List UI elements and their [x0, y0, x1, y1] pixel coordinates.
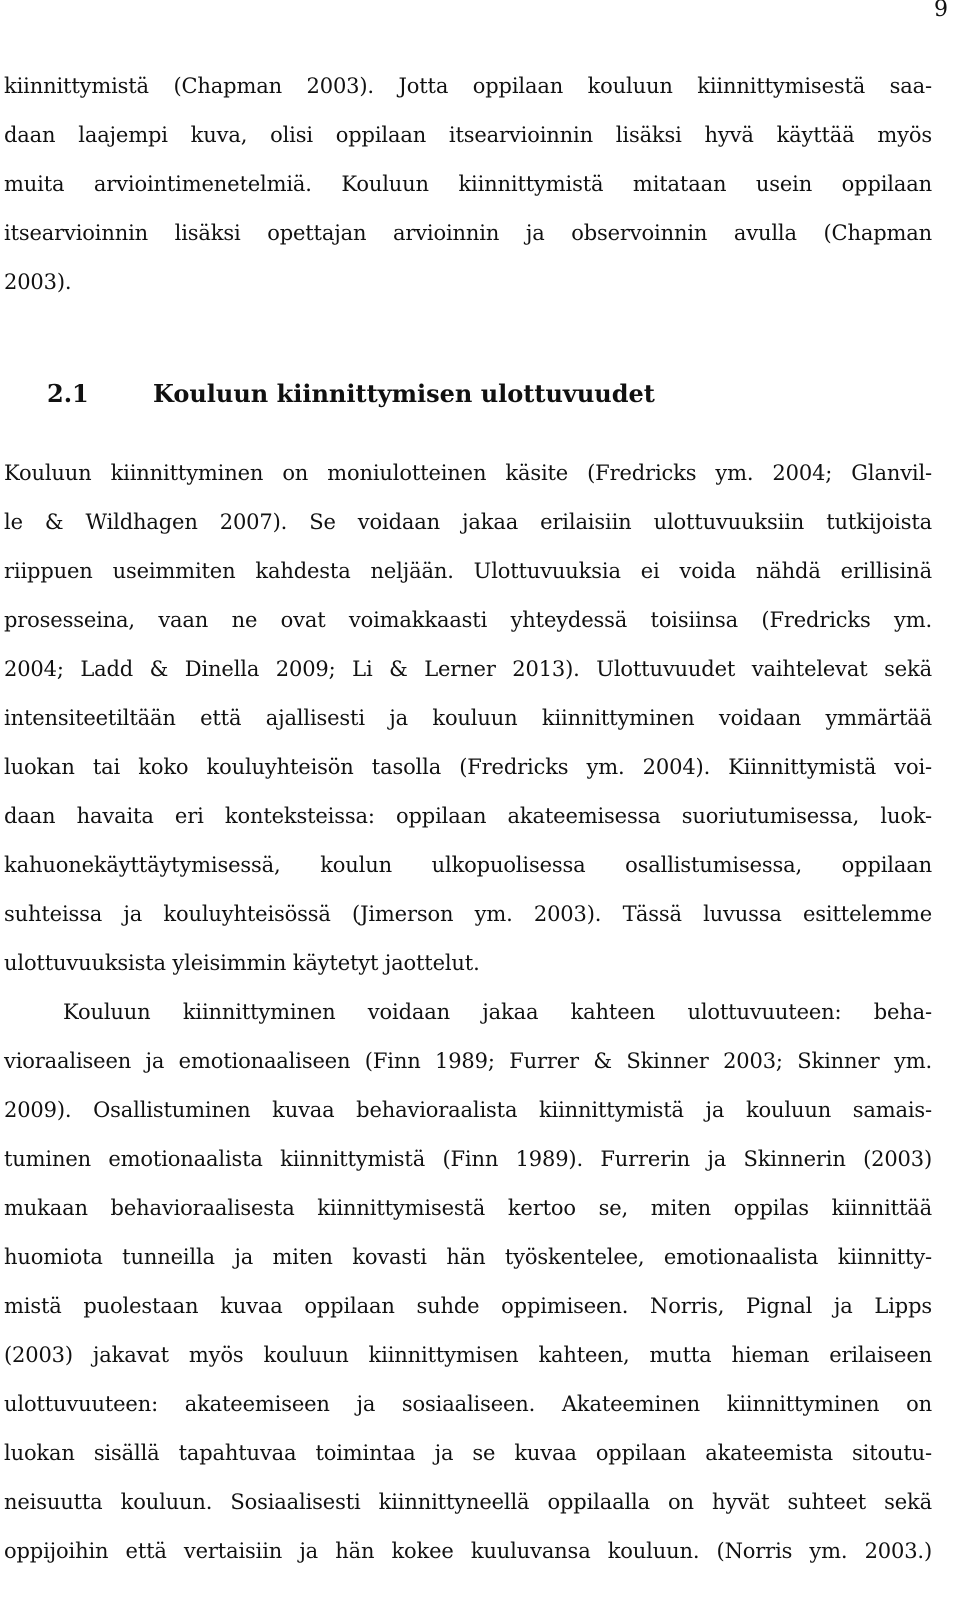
text-line: neisuutta kouluun. Sosiaalisesti kiinnittyneellä oppilaalla on hyvät suhteet sekä — [4, 1490, 932, 1514]
text-line: luokan sisällä tapahtuvaa toimintaa ja se kuvaa oppilaan akateemista sitoutu- — [4, 1441, 932, 1465]
section-heading — [47, 376, 655, 412]
text-line: mukaan behavioraalisesta kiinnittymisestä kertoo se, miten oppilas kiinnittää — [4, 1196, 932, 1220]
text-line: suhteissa ja kouluyhteisössä (Jimerson ym. 2003). Tässä luvussa esittelemme — [4, 902, 932, 926]
text-line: daan laajempi kuva, olisi oppilaan itsearvioinnin lisäksi hyvä käyttää myös — [4, 123, 932, 147]
text-line: vioraaliseen ja emotionaaliseen (Finn 1989; Furrer & Skinner 2003; Skinner ym. — [4, 1049, 932, 1073]
text-line: itsearvioinnin lisäksi opettajan arvioinnin ja observoinnin avulla (Chapman — [4, 221, 932, 245]
text-line: prosesseina, vaan ne ovat voimakkaasti yhteydessä toisiinsa (Fredricks ym. — [4, 608, 932, 632]
text-line: Kouluun kiinnittyminen on moniulotteinen käsite (Fredricks ym. 2004; Glanvil- — [4, 461, 932, 485]
text-line: luokan tai koko kouluyhteisön tasolla (Fredricks ym. 2004). Kiinnittymistä voi- — [4, 755, 932, 779]
text-line: kiinnittymistä (Chapman 2003). Jotta oppilaan kouluun kiinnittymisestä saa- — [4, 74, 932, 98]
text-line: mistä puolestaan kuvaa oppilaan suhde oppimiseen. Norris, Pignal ja Lipps — [4, 1294, 932, 1318]
section-number: 2.1 — [47, 379, 89, 408]
text-line: huomiota tunneilla ja miten kovasti hän työskentelee, emotionaalista kiinnitty- — [4, 1245, 932, 1269]
text-line: (2003) jakavat myös kouluun kiinnittymisen kahteen, mutta hieman erilaiseen — [4, 1343, 932, 1367]
text-line: ulottuvuuteen: akateemiseen ja sosiaaliseen. Akateeminen kiinnittyminen on — [4, 1392, 932, 1416]
section-title: Kouluun kiinnittymisen ulottuvuudet — [153, 379, 655, 408]
text-line: 2003). — [4, 270, 72, 294]
text-line: intensiteetiltään että ajallisesti ja kouluun kiinnittyminen voidaan ymmärtää — [4, 706, 932, 730]
text-line: Kouluun kiinnittyminen voidaan jakaa kahteen ulottuvuuteen: beha- — [63, 1000, 932, 1024]
text-line: 2004; Ladd & Dinella 2009; Li & Lerner 2013). Ulottuvuudet vaihtelevat sekä — [4, 657, 932, 681]
text-line: oppijoihin että vertaisiin ja hän kokee kuuluvansa kouluun. (Norris ym. 2003.) — [4, 1539, 932, 1563]
text-line: muita arviointimenetelmiä. Kouluun kiinnittymistä mitataan usein oppilaan — [4, 172, 932, 196]
text-line: daan havaita eri konteksteissa: oppilaan akateemisessa suoriutumisessa, luok- — [4, 804, 932, 828]
text-line: le & Wildhagen 2007). Se voidaan jakaa erilaisiin ulottuvuuksiin tutkijoista — [4, 510, 932, 534]
text-line: riippuen useimmiten kahdesta neljään. Ulottuvuuksia ei voida nähdä erillisinä — [4, 559, 932, 583]
text-line: 2009). Osallistuminen kuvaa behavioraalista kiinnittymistä ja kouluun samais- — [4, 1098, 932, 1122]
page-number: 9 — [934, 0, 948, 22]
text-line: kahuonekäyttäytymisessä, koulun ulkopuolisessa osallistumisessa, oppilaan — [4, 853, 932, 877]
text-line: tuminen emotionaalista kiinnittymistä (Finn 1989). Furrerin ja Skinnerin (2003) — [4, 1147, 932, 1171]
text-line: ulottuvuuksista yleisimmin käytetyt jaottelut. — [4, 951, 480, 975]
